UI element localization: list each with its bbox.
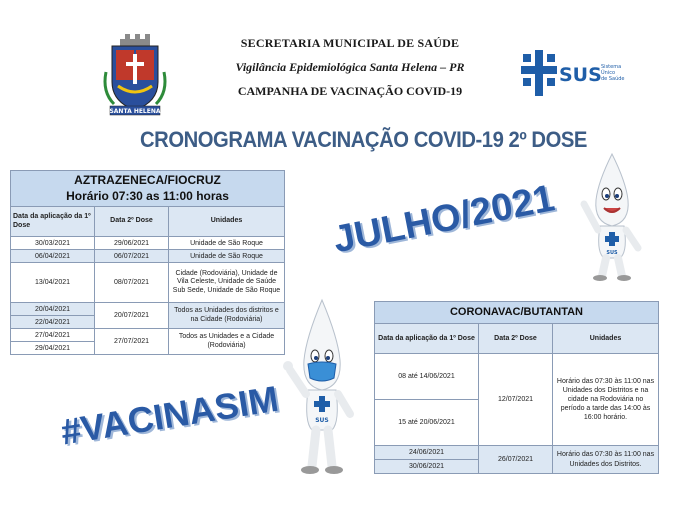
- crest-banner-text: SANTA HELENA: [109, 108, 161, 115]
- second-dose-date: 08/07/2021: [95, 263, 169, 303]
- first-dose-date: 06/04/2021: [11, 250, 95, 263]
- second-dose-date: 26/07/2021: [479, 446, 553, 474]
- second-dose-date: 12/07/2021: [479, 354, 553, 446]
- column-header-second-dose: Data 2º Dose: [479, 324, 553, 354]
- table-row: [375, 354, 659, 400]
- column-header-first-dose: Data da aplicação da 1º Dose: [11, 207, 95, 237]
- astrazeneca-table-title: AZTRAZENECA/FIOCRUZ: [11, 171, 285, 189]
- hashtag-vacinasim: #VACINASIM: [58, 377, 282, 453]
- column-header-units: Unidades: [553, 324, 659, 354]
- header-vigilancia: Vigilância Epidemiológica Santa Helena – PR: [235, 60, 465, 74]
- first-dose-date: 30/06/2021: [375, 460, 479, 474]
- unit-cell: Todos as Unidades e a Cidade (Rodoviária): [169, 329, 285, 355]
- header-campanha: CAMPANHA DE VACINAÇÃO COVID-19: [237, 84, 463, 98]
- second-dose-date: 20/07/2021: [95, 303, 169, 329]
- unit-cell: Unidade de São Roque: [169, 237, 285, 250]
- sus-logo-text: SUS: [559, 64, 602, 86]
- first-dose-date: 15 até 20/06/2021: [375, 400, 479, 446]
- coronavac-table: [374, 301, 659, 474]
- header-block: [190, 36, 510, 99]
- table-row: [11, 263, 285, 303]
- first-dose-date: 22/04/2021: [11, 316, 95, 329]
- table-row: [375, 446, 659, 460]
- astrazeneca-table: [10, 170, 285, 355]
- first-dose-date: 27/04/2021: [11, 329, 95, 342]
- second-dose-date: 27/07/2021: [95, 329, 169, 355]
- column-header-first-dose: Data da aplicação da 1º Dose: [375, 324, 479, 354]
- sus-sub-3: de Saúde: [601, 76, 625, 82]
- first-dose-date: 24/06/2021: [375, 446, 479, 460]
- mascot-small-sus-text: SUS: [606, 250, 618, 256]
- unit-cell: Horário das 07:30 às 11:00 nas Unidades dos Distritos.: [553, 446, 659, 474]
- first-dose-date: 30/03/2021: [11, 237, 95, 250]
- first-dose-date: 29/04/2021: [11, 342, 95, 355]
- sus-sub-1: Sistema: [601, 64, 622, 70]
- coronavac-table-title: CORONAVAC/BUTANTAN: [375, 302, 659, 324]
- column-header-second-dose: Data 2º Dose: [95, 207, 169, 237]
- header-secretaria: SECRETARIA MUNICIPAL DE SAÚDE: [240, 36, 460, 50]
- unit-cell: Unidade de São Roque: [169, 250, 285, 263]
- table-row: [11, 250, 285, 263]
- mascot-large-sus-text: SUS: [315, 417, 329, 424]
- table-row: [11, 237, 285, 250]
- vaccine-mascot-large: [282, 298, 362, 476]
- main-title: CRONOGRAMA VACINAÇÃO COVID-19 2º DOSE: [140, 127, 587, 152]
- table-row: [11, 329, 285, 342]
- second-dose-date: 06/07/2021: [95, 250, 169, 263]
- unit-cell: Todos as Unidades dos distritos e na Cidade (Rodoviária): [169, 303, 285, 329]
- second-dose-date: 29/06/2021: [95, 237, 169, 250]
- unit-cell: Horário das 07:30 às 11:00 nas Unidades dos Distritos e na cidade na Rodoviária no período a tarde das 14:00 às 16:00 horário.: [553, 354, 659, 446]
- santa-helena-crest-logo: [104, 32, 166, 120]
- sus-sub-2: Único: [601, 70, 616, 76]
- table-row: [11, 303, 285, 316]
- first-dose-date: 08 até 14/06/2021: [375, 354, 479, 400]
- astrazeneca-table-subtitle: Horário 07:30 as 11:00 horas: [11, 189, 285, 207]
- first-dose-date: 13/04/2021: [11, 263, 95, 303]
- first-dose-date: 20/04/2021: [11, 303, 95, 316]
- unit-cell: Cidade (Rodoviária), Unidade de Vila Celeste, Unidade de Saúde Sub Sede, Unidade de São Roque: [169, 263, 285, 303]
- vaccine-mascot-small: [576, 152, 648, 282]
- month-label: JULHO/2021: [330, 177, 558, 262]
- sus-logo: [521, 48, 625, 98]
- column-header-units: Unidades: [169, 207, 285, 237]
